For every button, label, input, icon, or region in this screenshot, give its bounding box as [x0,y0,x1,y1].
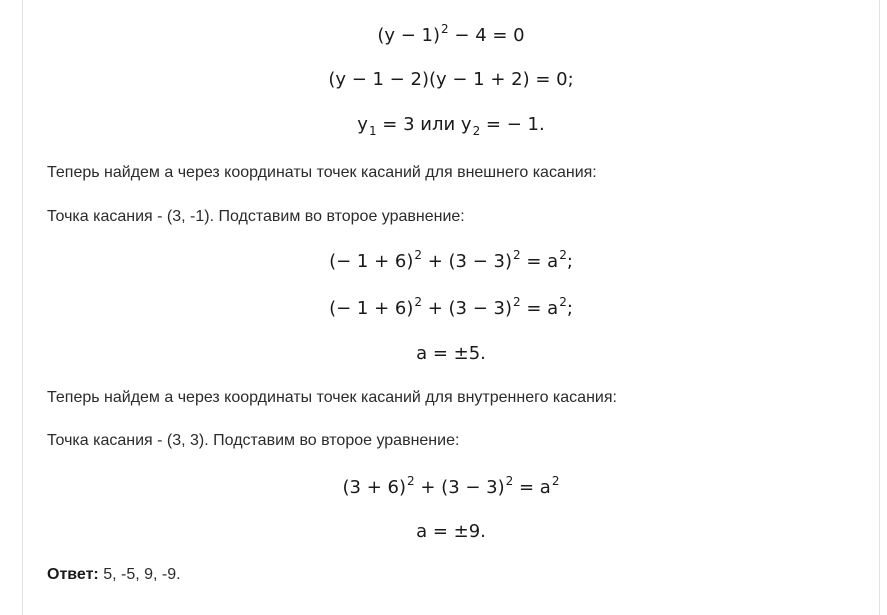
eq3-mid: = 3 или y [376,114,472,135]
eq5-part-b: + (3 − 3) [422,298,512,319]
eq1-exponent: 2 [441,22,449,36]
eq5-part-a: (− 1 + 6) [329,298,414,319]
eq4-part-a: (− 1 + 6) [329,251,414,272]
eq7-exp2: 2 [505,474,514,488]
eq3-sub2: 2 [472,124,481,138]
paragraph-tangent-point-1: Точка касания - (3, -1). Подставим во второе уравнение: [47,208,465,225]
answer-value: 5, -5, 9, -9. [98,566,181,583]
eq8-text: a = ±9. [416,521,486,542]
equation-substitution-2 [23,297,879,322]
equation-substitution-3 [23,476,879,501]
eq1-rest: − 4 = 0 [448,25,525,46]
right-border [879,0,880,615]
equation-result-9 [23,520,879,544]
paragraph-tangent-point-2: Точка касания - (3, 3). Подставим во второе уравнение: [47,432,460,449]
eq7-exp1: 2 [407,474,415,488]
answer-line [47,565,181,585]
paragraph-internal-tangency: Теперь найдем a через координаты точек касаний для внутреннего касания: [47,389,617,406]
eq4-exp2: 2 [513,248,521,262]
equation-roots [23,113,879,138]
equation-result-5 [23,342,879,366]
equation-substitution-1 [23,250,879,275]
eq5-part-d: ; [566,298,573,319]
eq5-exp1: 2 [414,295,422,309]
paragraph-external-tangency: Теперь найдем a через координаты точек касаний для внешнего касания: [47,164,597,181]
equation-squared-difference [23,24,879,49]
eq3-y1: y [357,114,368,135]
eq5-exp3: 2 [559,295,567,309]
equation-factored [23,68,879,92]
eq5-part-c: = a [520,298,559,319]
eq4-exp1: 2 [414,248,422,262]
eq7-part-a: (3 + 6) [342,477,406,498]
eq5-exp2: 2 [513,295,521,309]
answer-label: Ответ: [47,566,99,583]
eq4-part-b: + (3 − 3) [422,251,512,272]
eq7-part-c: = a [513,477,551,498]
eq4-part-c: = a [520,251,559,272]
eq7-part-b: + (3 − 3) [414,477,505,498]
eq6-text: a = ±5. [416,343,486,364]
eq4-exp3: 2 [559,248,567,262]
eq3-sub1: 1 [368,124,377,138]
eq1-base: (y − 1) [377,25,441,46]
eq2-text: (y − 1 − 2)(y − 1 + 2) = 0; [328,69,574,90]
eq3-end: = − 1. [480,114,545,135]
eq4-part-d: ; [566,251,573,272]
eq7-exp3: 2 [551,474,560,488]
